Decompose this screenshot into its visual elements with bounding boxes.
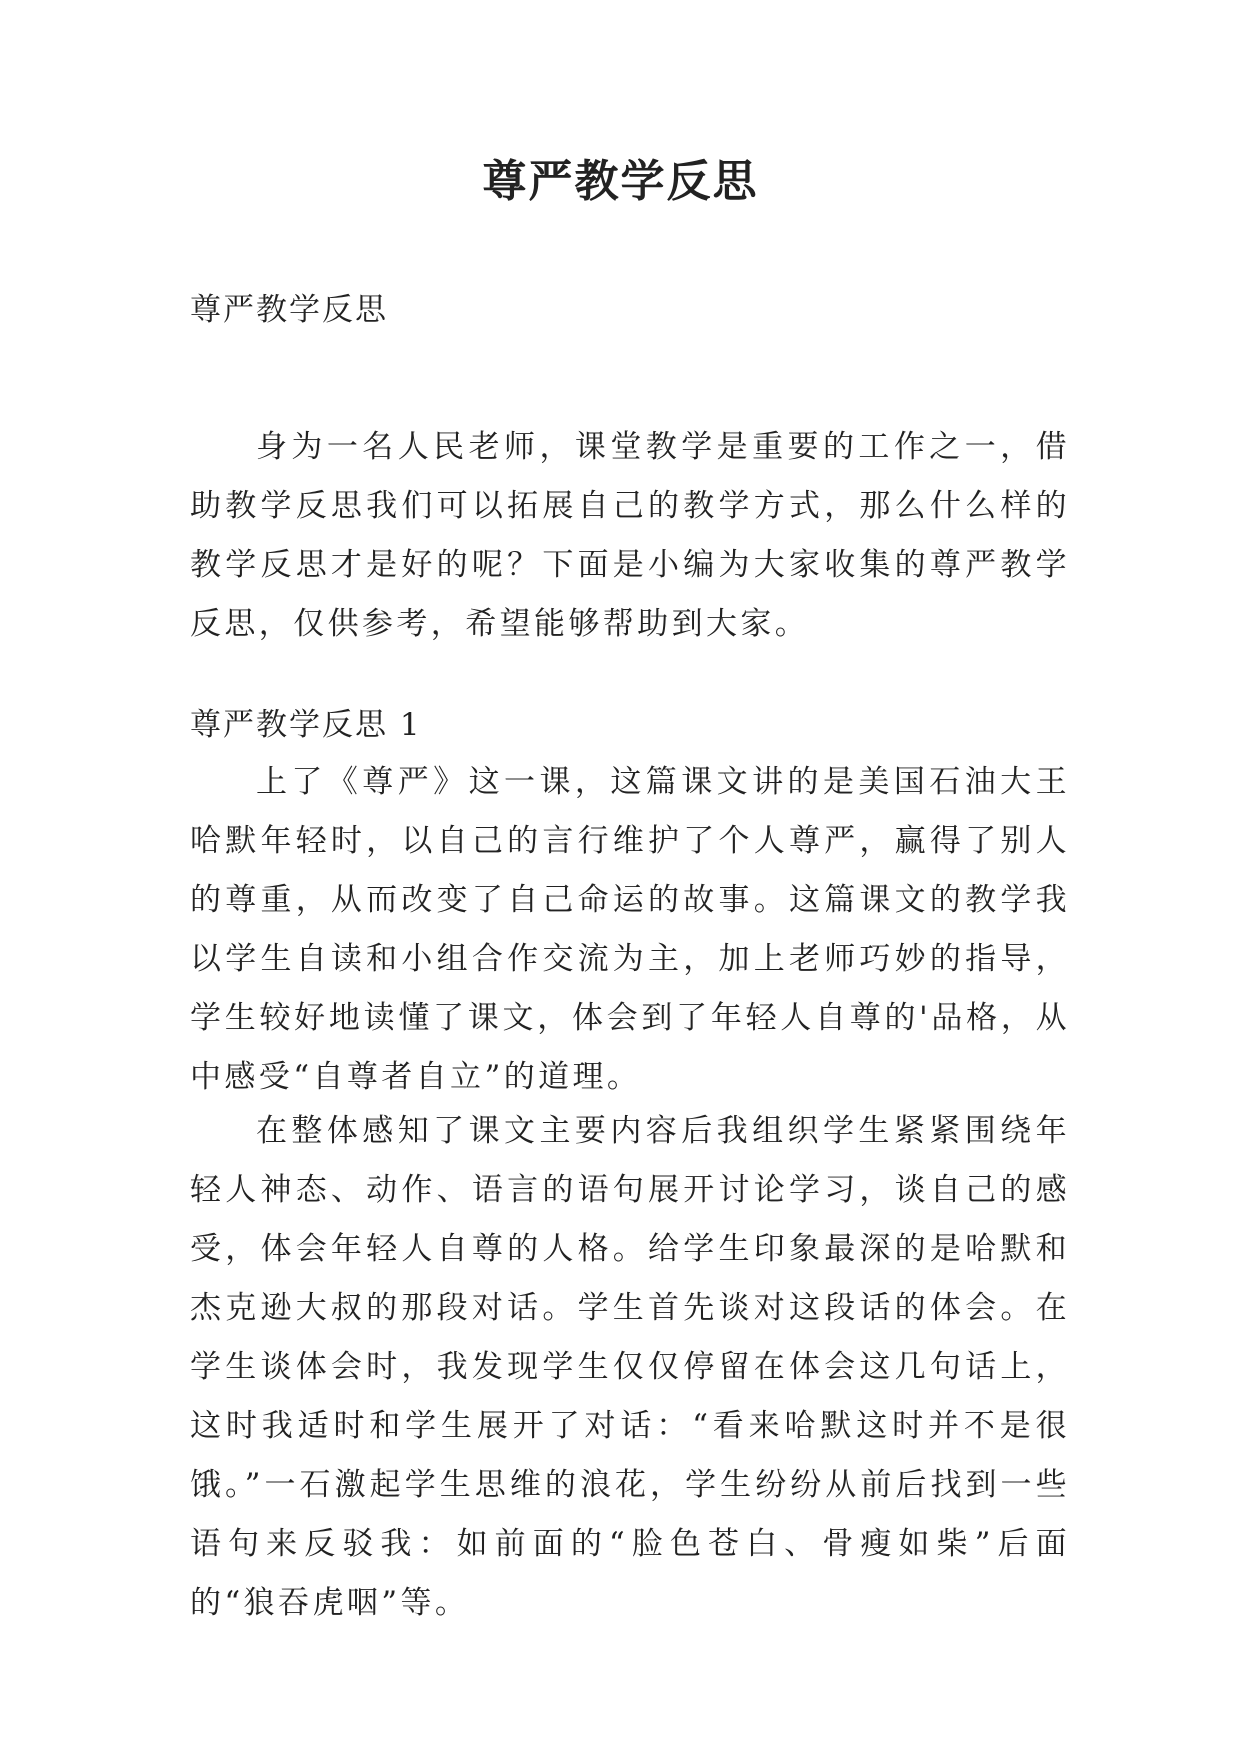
body-paragraph-1: 上了《尊严》这一课，这篇课文讲的是美国石油大王哈默年轻时，以自己的言行维护了个人尊严，赢得了别人的尊重，从而改变了自己命运的故事。这篇课文的教学我以学生自读和小组合作交流为主，加上老师巧妙的指导，学生较好地读懂了课文，体会到了年轻人自尊的'品格，从中感受“自尊者自立”的道理。 xyxy=(190,764,1070,1095)
body-paragraph-2: 在整体感知了课文主要内容后我组织学生紧紧围绕年轻人神态、动作、语言的语句展开讨论学习，谈自己的感受，体会年轻人自尊的人格。给学生印象最深的是哈默和杰克逊大叔的那段对话。学生首先谈对这段话的体会。在学生谈体会时，我发现学生仅仅停留在体会这几句话上，这时我适时和学生展开了对话：“看来哈默这时并不是很饿。”一石激起学生思维的浪花，学生纷纷从前后找到一些语句来反驳我：如前面的“脸色苍白、骨瘦如柴”后面的“狼吞虎咽”等。 xyxy=(190,1113,1070,1621)
document-subtitle: 尊严教学反思 xyxy=(190,292,388,328)
document-title: 尊严教学反思 xyxy=(482,156,759,207)
section-heading: 尊严教学反思 1 xyxy=(190,707,422,743)
intro-paragraph: 身为一名人民老师，课堂教学是重要的工作之一，借助教学反思我们可以拓展自己的教学方式，那么什么样的教学反思才是好的呢？下面是小编为大家收集的尊严教学反思，仅供参考，希望能够帮助到大家。 xyxy=(190,429,1070,642)
